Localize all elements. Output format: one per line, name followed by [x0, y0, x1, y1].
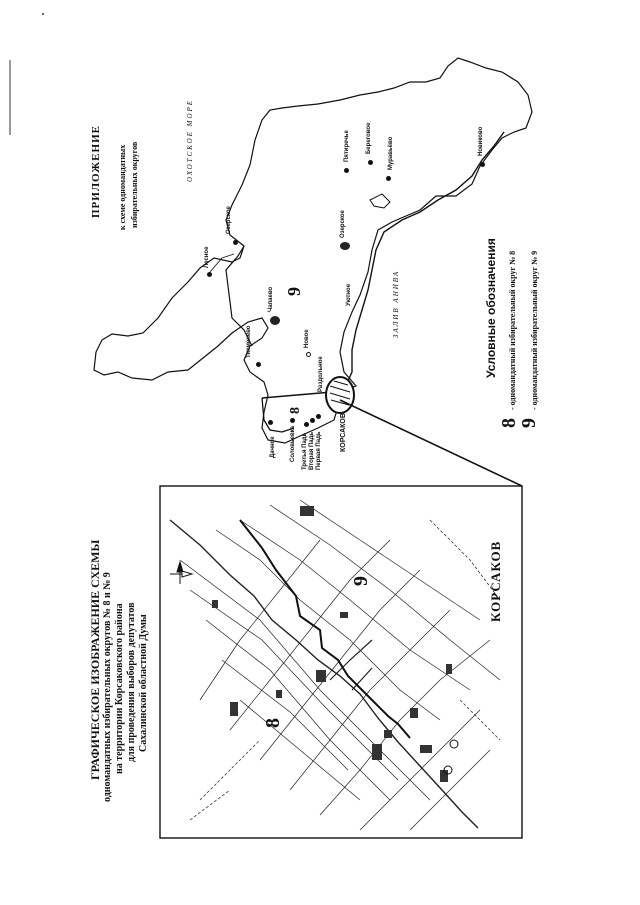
appendix-sub-line-1: к схеме одномандатных — [118, 144, 127, 230]
city-inset-label: КОРСАКОВ — [488, 540, 503, 622]
settlement-razdolnoe: Раздольное — [318, 356, 324, 392]
settlement-marker-tihmenevo — [256, 362, 261, 367]
city-inset-frame — [160, 486, 522, 838]
settlement-ozerskoe: Озерское — [226, 206, 232, 234]
sea-shoreline — [344, 132, 504, 390]
coastline-outline — [94, 58, 532, 443]
settlement-pervaya-pad: Первая Падь — [316, 431, 322, 470]
bay-label: ЗАЛИВ АНИВА — [392, 269, 400, 338]
appendix-sub-line-2: избирательных округов — [130, 141, 139, 228]
map-district-8: 8 — [288, 407, 303, 414]
settlement-marker-solovyovka — [290, 418, 295, 423]
settlement-lesnoe: Лесное — [204, 246, 210, 268]
legend-symbol-9: 9 — [518, 418, 540, 428]
city-district-8: 8 — [262, 718, 284, 728]
settlement-dachnoe: Дачное — [270, 436, 276, 458]
settlement-ozerskoe-2: Озерское — [340, 210, 346, 238]
settlement-marker-ozerskoe — [233, 240, 238, 245]
settlement-beregovoe: Береговое — [366, 122, 372, 154]
legend-text-8: - одномандатный избирательный округ № 8 — [508, 250, 517, 410]
district-boundary — [262, 392, 332, 398]
legend-symbol-8: 8 — [498, 418, 520, 428]
settlement-marker-muravyevo — [386, 176, 391, 181]
scan-speck — [42, 13, 44, 15]
settlement-marker-dachnoe — [268, 420, 273, 425]
settlement-marker-pervaya-pad — [316, 414, 321, 419]
settlement-marker-pyatirechye — [344, 168, 349, 173]
settlement-marker-lesnoe — [207, 272, 212, 277]
settlement-marker-tretya-pad — [304, 422, 309, 427]
map-title-line-4: для проведения выборов депутатов — [126, 602, 137, 762]
settlement-marker-uyutnoe — [340, 242, 350, 250]
settlement-muravyevo: Муравьёво — [388, 136, 394, 170]
legend-text-9: - одномандатный избирательный округ № 9 — [530, 250, 539, 410]
settlement-pyatirechye: Пятиречье — [344, 130, 350, 162]
city-marker-1 — [450, 740, 458, 748]
settlement-tretya-pad: Третья Падь — [302, 432, 308, 470]
map-title-line-3: на территории Корсаковского района — [114, 603, 125, 774]
callout-line — [340, 400, 522, 486]
lesnoe-road — [210, 254, 234, 272]
compass-rose-icon — [170, 562, 192, 584]
map-title-line-5: Сахалинской областной Думы — [138, 614, 149, 752]
settlement-novikovo: Новиково — [478, 126, 484, 156]
appendix-title: ПРИЛОЖЕНИЕ — [90, 125, 102, 218]
settlement-marker-novoe — [306, 352, 311, 357]
settlement-marker-vtoraya-pad — [310, 418, 315, 423]
settlement-marker-beregovoe — [368, 160, 373, 165]
settlement-uyutnoe: Уютное — [346, 283, 352, 306]
city-district-9: 9 — [350, 576, 372, 586]
settlement-korsakov: КОРСАКОВ — [340, 413, 347, 452]
map-district-9: 9 — [284, 287, 304, 296]
legend-title: Условные обозначения — [484, 238, 498, 378]
settlement-chapaevo: Чапаево — [268, 286, 274, 312]
settlement-tihmenevo: Тихменево — [246, 325, 252, 358]
settlement-marker-novikovo — [480, 162, 485, 167]
settlement-solovyovka: Соловьевка — [290, 426, 296, 462]
map-title-line-2: одномандатных избирательных округов № 8 и № 9 — [102, 572, 113, 802]
settlement-vtoraya-pad: Вторая Падь — [309, 431, 315, 470]
sea-label: ОХОТСКОЕ МОРЕ — [186, 98, 194, 182]
settlement-novoe: Новое — [304, 329, 310, 348]
inner-lake — [370, 194, 390, 208]
map-title-line-1: ГРАФИЧЕСКОЕ ИЗОБРАЖЕНИЕ СХЕМЫ — [88, 539, 102, 780]
settlement-marker-chapaevo — [270, 316, 280, 325]
